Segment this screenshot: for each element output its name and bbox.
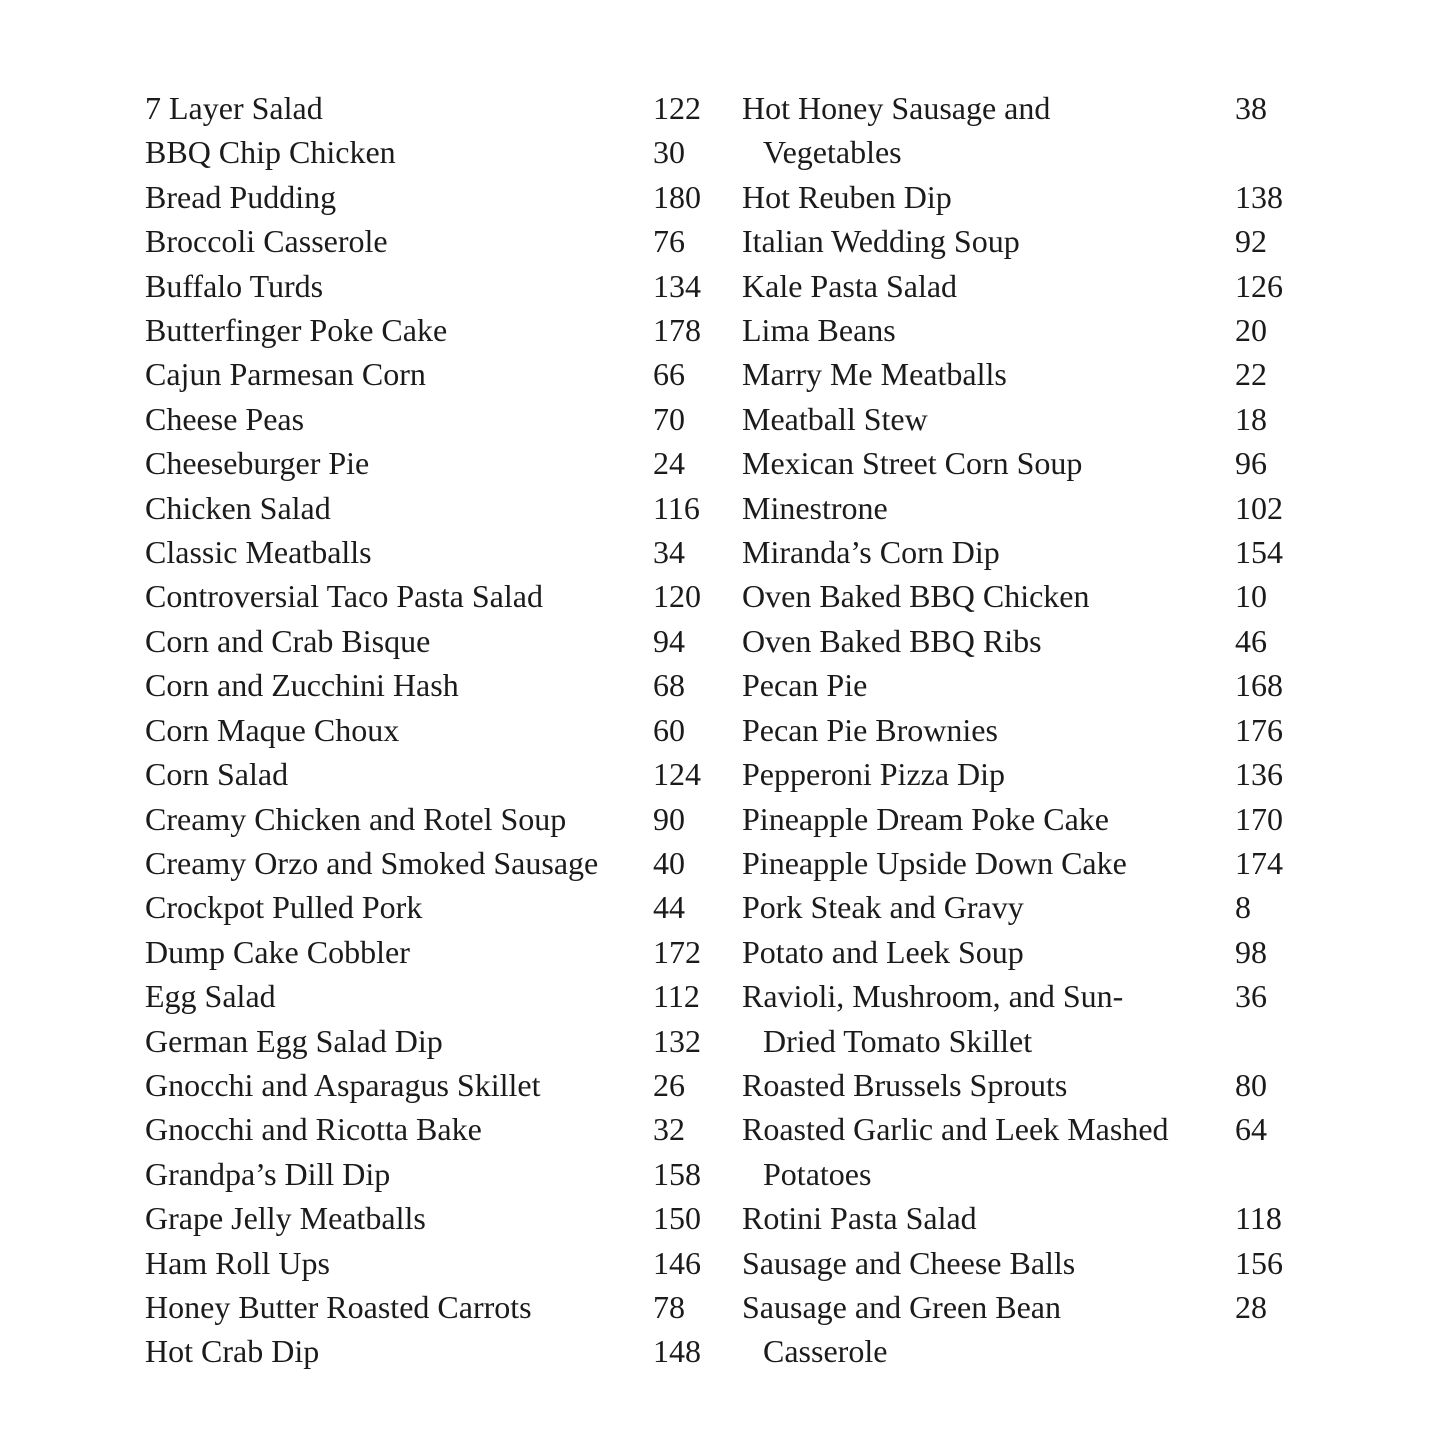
recipe-title-line: Hot Honey Sausage and <box>742 90 1051 126</box>
page-number: 96 <box>1235 445 1267 482</box>
index-entry <box>742 1196 1344 1240</box>
recipe-title <box>145 797 653 841</box>
index-entry <box>145 397 742 441</box>
index-entry <box>742 619 1344 663</box>
recipe-title <box>145 530 653 574</box>
recipe-title <box>145 708 653 752</box>
index-entry <box>742 930 1344 974</box>
index-entry <box>145 574 742 618</box>
page-number: 138 <box>1235 178 1283 215</box>
index-entry <box>742 530 1344 574</box>
recipe-title-continuation: Vegetables <box>763 134 902 171</box>
recipe-title-line: Mexican Street Corn Soup <box>742 445 1083 482</box>
recipe-title-line: Crockpot Pulled Pork <box>145 889 423 926</box>
page-number: 10 <box>1235 578 1267 615</box>
index-entry <box>145 264 742 308</box>
page-number: 118 <box>1235 1200 1282 1237</box>
recipe-title-line: Ham Roll Ups <box>145 1244 330 1281</box>
index-entry <box>742 974 1344 1063</box>
page-number: 172 <box>653 933 701 970</box>
recipe-title-line: BBQ Chip Chicken <box>145 134 396 171</box>
recipe-title <box>145 930 653 974</box>
recipe-title-line: Broccoli Casserole <box>145 223 388 260</box>
index-entry <box>742 663 1344 707</box>
recipe-title <box>742 175 1235 219</box>
recipe-title-line: Cajun Parmesan Corn <box>145 356 426 393</box>
page-number: 158 <box>653 1155 701 1192</box>
recipe-title-continuation: Potatoes <box>763 1155 872 1192</box>
index-entry <box>145 1107 742 1151</box>
page-number: 44 <box>653 889 685 926</box>
page-number: 24 <box>653 445 685 482</box>
page-number: 150 <box>653 1200 701 1237</box>
index-entry <box>145 930 742 974</box>
recipe-title <box>742 441 1235 485</box>
recipe-title-line: Gnocchi and Ricotta Bake <box>145 1111 482 1148</box>
recipe-title-line: Corn Maque Choux <box>145 711 400 748</box>
page-number: 26 <box>653 1066 685 1103</box>
index-entry <box>742 264 1344 308</box>
recipe-title <box>742 708 1235 752</box>
index-entry <box>145 1152 742 1196</box>
index-entry <box>145 130 742 174</box>
recipe-title-line: Miranda’s Corn Dip <box>742 534 1000 571</box>
index-entry <box>145 441 742 485</box>
recipe-title <box>742 1063 1235 1107</box>
recipe-title-line: Grandpa’s Dill Dip <box>145 1155 391 1192</box>
recipe-title <box>742 86 1235 175</box>
recipe-title-line: Cheeseburger Pie <box>145 445 370 482</box>
recipe-title <box>145 352 653 396</box>
page-number: 40 <box>653 844 685 881</box>
page-number: 102 <box>1235 489 1283 526</box>
index-entry <box>742 1285 1344 1374</box>
index-entry <box>742 441 1344 485</box>
index-columns <box>145 86 1344 1374</box>
recipe-title-line: Roasted Brussels Sprouts <box>742 1066 1068 1103</box>
recipe-title <box>145 1329 653 1373</box>
index-entry <box>145 1241 742 1285</box>
recipe-title-line: Marry Me Meatballs <box>742 356 1007 393</box>
index-entry <box>742 486 1344 530</box>
recipe-title <box>145 1019 653 1063</box>
page-number: 180 <box>653 178 701 215</box>
recipe-title-line: Grape Jelly Meatballs <box>145 1200 426 1237</box>
recipe-title-line: Potato and Leek Soup <box>742 933 1024 970</box>
recipe-title-line: Chicken Salad <box>145 489 331 526</box>
page-number: 8 <box>1235 889 1251 926</box>
recipe-title-line: Minestrone <box>742 489 888 526</box>
page-number: 36 <box>1235 978 1267 1015</box>
recipe-title-line: Pecan Pie Brownies <box>742 711 998 748</box>
page-number: 90 <box>653 800 685 837</box>
page-number: 134 <box>653 267 701 304</box>
page-number: 136 <box>1235 756 1283 793</box>
page-number: 92 <box>1235 223 1267 260</box>
page-number: 174 <box>1235 844 1283 881</box>
page-number: 66 <box>653 356 685 393</box>
recipe-title <box>742 574 1235 618</box>
recipe-title <box>742 219 1235 263</box>
page-number: 64 <box>1235 1111 1267 1148</box>
recipe-title <box>742 1196 1235 1240</box>
index-entry <box>742 885 1344 929</box>
page-number: 76 <box>653 223 685 260</box>
recipe-title <box>742 1107 1235 1196</box>
index-entry <box>145 219 742 263</box>
index-entry <box>145 885 742 929</box>
recipe-title <box>742 797 1235 841</box>
index-entry <box>742 841 1344 885</box>
recipe-title <box>145 219 653 263</box>
recipe-title-line: Sausage and Green Bean <box>742 1288 1061 1325</box>
page-number: 124 <box>653 756 701 793</box>
page-number: 120 <box>653 578 701 615</box>
index-entry <box>742 797 1344 841</box>
page-number: 122 <box>653 90 701 126</box>
recipe-title-line: Corn Salad <box>145 756 289 793</box>
recipe-title <box>145 974 653 1018</box>
recipe-title-continuation: Dried Tomato Skillet <box>763 1022 1033 1059</box>
recipe-title <box>742 308 1235 352</box>
recipe-title-line: Lima Beans <box>742 312 896 349</box>
page-number: 148 <box>653 1333 701 1370</box>
page-number: 94 <box>653 622 685 659</box>
recipe-title-line: Corn and Zucchini Hash <box>145 667 459 704</box>
page-number: 18 <box>1235 400 1267 437</box>
recipe-title-line: Rotini Pasta Salad <box>742 1200 977 1237</box>
recipe-title-line: Pepperoni Pizza Dip <box>742 756 1006 793</box>
index-entry <box>145 1285 742 1329</box>
recipe-title <box>742 752 1235 796</box>
index-entry <box>742 1107 1344 1196</box>
page-number: 116 <box>653 489 700 526</box>
recipe-title <box>742 841 1235 885</box>
page-number: 126 <box>1235 267 1283 304</box>
recipe-title <box>145 1063 653 1107</box>
recipe-title-line: Controversial Taco Pasta Salad <box>145 578 543 615</box>
recipe-title <box>145 841 653 885</box>
recipe-title-line: Roasted Garlic and Leek Mashed <box>742 1111 1169 1148</box>
index-entry <box>742 397 1344 441</box>
recipe-title <box>145 175 653 219</box>
recipe-title <box>145 308 653 352</box>
recipe-title-line: Cheese Peas <box>145 400 305 437</box>
page-number: 38 <box>1235 90 1267 126</box>
page-number: 22 <box>1235 356 1267 393</box>
index-entry <box>145 663 742 707</box>
page-number: 112 <box>653 978 700 1015</box>
recipe-title <box>145 264 653 308</box>
index-entry <box>742 708 1344 752</box>
index-entry <box>145 708 742 752</box>
index-entry <box>145 1329 742 1373</box>
recipe-title-line: Bread Pudding <box>145 178 337 215</box>
recipe-title-line: Pineapple Upside Down Cake <box>742 844 1127 881</box>
index-entry <box>742 86 1344 175</box>
index-entry <box>145 1063 742 1107</box>
recipe-title-line: Butterfinger Poke Cake <box>145 312 448 349</box>
recipe-title <box>742 1285 1235 1374</box>
index-entry <box>742 574 1344 618</box>
recipe-title <box>742 885 1235 929</box>
index-entry <box>145 1196 742 1240</box>
index-entry <box>742 219 1344 263</box>
page-number: 30 <box>653 134 685 171</box>
page-number: 154 <box>1235 534 1283 571</box>
recipe-title <box>742 930 1235 974</box>
recipe-title-line: Buffalo Turds <box>145 267 324 304</box>
recipe-title-line: Meatball Stew <box>742 400 928 437</box>
page-number: 146 <box>653 1244 701 1281</box>
page-number: 28 <box>1235 1288 1267 1325</box>
recipe-title-line: Oven Baked BBQ Chicken <box>742 578 1090 615</box>
recipe-title <box>742 486 1235 530</box>
recipe-title-line: Pecan Pie <box>742 667 868 704</box>
page-number: 178 <box>653 312 701 349</box>
recipe-title-continuation: Casserole <box>763 1333 888 1370</box>
recipe-title <box>742 352 1235 396</box>
recipe-title-line: Creamy Chicken and Rotel Soup <box>145 800 567 837</box>
page-number: 80 <box>1235 1066 1267 1103</box>
index-entry <box>145 86 742 130</box>
recipe-title <box>145 1152 653 1196</box>
index-column-left <box>145 86 742 1374</box>
recipe-title <box>145 1241 653 1285</box>
recipe-title-line: Pineapple Dream Poke Cake <box>742 800 1109 837</box>
recipe-title <box>742 264 1235 308</box>
index-entry <box>145 486 742 530</box>
index-entry <box>145 797 742 841</box>
index-entry <box>145 841 742 885</box>
recipe-title <box>145 663 653 707</box>
recipe-title <box>742 530 1235 574</box>
recipe-title <box>742 663 1235 707</box>
recipe-title <box>145 885 653 929</box>
recipe-title-line: German Egg Salad Dip <box>145 1022 443 1059</box>
index-entry <box>145 619 742 663</box>
recipe-title-line: Gnocchi and Asparagus Skillet <box>145 1066 541 1103</box>
page-number: 132 <box>653 1022 701 1059</box>
recipe-title-line: Italian Wedding Soup <box>742 223 1020 260</box>
index-entry <box>145 175 742 219</box>
page-number: 176 <box>1235 711 1283 748</box>
recipe-title-line: Kale Pasta Salad <box>742 267 958 304</box>
recipe-title <box>145 441 653 485</box>
recipe-title-line: Corn and Crab Bisque <box>145 622 431 659</box>
index-entry <box>742 308 1344 352</box>
page-number: 170 <box>1235 800 1283 837</box>
recipe-title <box>145 752 653 796</box>
index-entry <box>145 1019 742 1063</box>
index-entry <box>742 1063 1344 1107</box>
recipe-title-line: Hot Crab Dip <box>145 1333 320 1370</box>
page-number: 60 <box>653 711 685 748</box>
recipe-title-line: Ravioli, Mushroom, and Sun- <box>742 978 1124 1015</box>
index-column-right <box>742 86 1344 1374</box>
page-number: 168 <box>1235 667 1283 704</box>
page-number: 70 <box>653 400 685 437</box>
recipe-title <box>145 486 653 530</box>
recipe-title <box>742 619 1235 663</box>
recipe-title-line: Sausage and Cheese Balls <box>742 1244 1076 1281</box>
page-number: 46 <box>1235 622 1267 659</box>
page-number: 78 <box>653 1288 685 1325</box>
recipe-title <box>742 397 1235 441</box>
recipe-title-line: Creamy Orzo and Smoked Sausage <box>145 844 599 881</box>
page-number: 68 <box>653 667 685 704</box>
recipe-title <box>145 130 653 174</box>
index-entry <box>742 175 1344 219</box>
recipe-title <box>145 1285 653 1329</box>
recipe-title <box>145 1107 653 1151</box>
index-entry <box>742 1241 1344 1285</box>
recipe-title-line: Dump Cake Cobbler <box>145 933 410 970</box>
recipe-title <box>742 1241 1235 1285</box>
recipe-title-line: 7 Layer Salad <box>145 90 323 126</box>
page-number: 156 <box>1235 1244 1283 1281</box>
index-entry <box>145 308 742 352</box>
recipe-title-line: Honey Butter Roasted Carrots <box>145 1288 532 1325</box>
page-number: 20 <box>1235 312 1267 349</box>
recipe-title <box>145 574 653 618</box>
page-number: 98 <box>1235 933 1267 970</box>
recipe-title-line: Classic Meatballs <box>145 534 372 571</box>
index-entry <box>145 352 742 396</box>
recipe-title <box>742 974 1235 1063</box>
recipe-title-line: Pork Steak and Gravy <box>742 889 1024 926</box>
index-entry <box>742 352 1344 396</box>
index-entry <box>145 974 742 1018</box>
recipe-title-line: Egg Salad <box>145 978 276 1015</box>
recipe-title <box>145 86 653 130</box>
index-entry <box>145 752 742 796</box>
index-entry <box>145 530 742 574</box>
recipe-title <box>145 397 653 441</box>
page-number: 32 <box>653 1111 685 1148</box>
recipe-title-line: Oven Baked BBQ Ribs <box>742 622 1042 659</box>
recipe-title <box>145 1196 653 1240</box>
recipe-title-line: Hot Reuben Dip <box>742 178 952 215</box>
recipe-title <box>145 619 653 663</box>
index-entry <box>742 752 1344 796</box>
page-number: 34 <box>653 534 685 571</box>
